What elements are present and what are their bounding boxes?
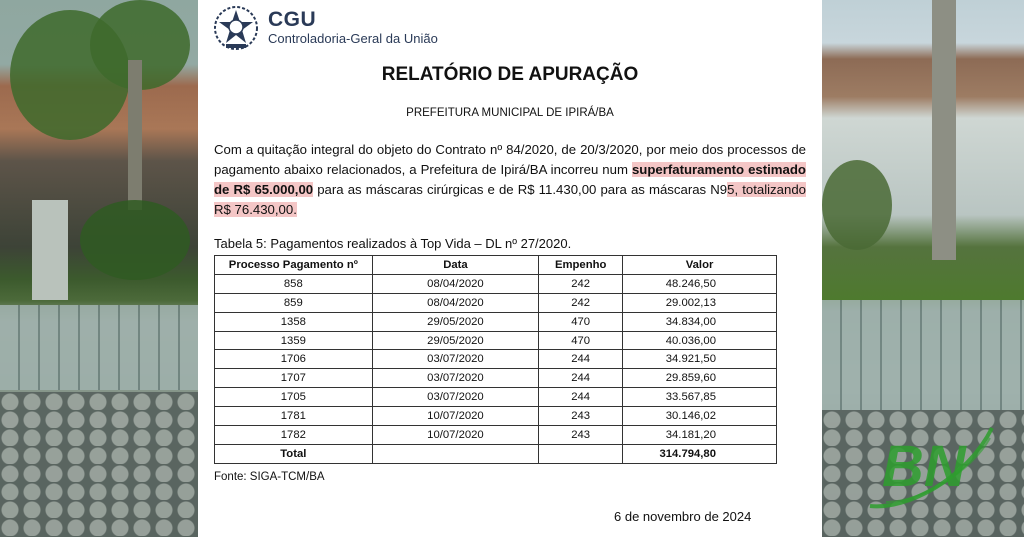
cell-commitment: 470 [539, 312, 623, 331]
cell-value: 48.246,50 [623, 274, 777, 293]
cell-process: 859 [215, 293, 373, 312]
table-row [215, 369, 777, 388]
table-caption: Tabela 5: Pagamentos realizados à Top Vida – DL nº 27/2020. [214, 236, 572, 251]
column-header: Processo Pagamento nº [215, 256, 373, 275]
cell-date: 03/07/2020 [372, 369, 539, 388]
cell-date: 03/07/2020 [372, 350, 539, 369]
cell-process: 1781 [215, 407, 373, 426]
column-header: Valor [623, 256, 777, 275]
report-subtitle: PREFEITURA MUNICIPAL DE IPIRÁ/BA [406, 107, 614, 119]
cell-commitment: 244 [539, 350, 623, 369]
cell-value: 29.859,60 [623, 369, 777, 388]
table-row [215, 293, 777, 312]
cell-process: 1782 [215, 426, 373, 445]
cell-process: 1705 [215, 388, 373, 407]
cell-commitment: 242 [539, 293, 623, 312]
total-empty-cell [372, 444, 539, 463]
cell-commitment: 470 [539, 331, 623, 350]
cell-date: 08/04/2020 [372, 274, 539, 293]
cell-process: 858 [215, 274, 373, 293]
cell-value: 33.567,85 [623, 388, 777, 407]
report-title: RELATÓRIO DE APURAÇÃO [381, 64, 639, 85]
cell-date: 10/07/2020 [372, 407, 539, 426]
cell-commitment: 244 [539, 388, 623, 407]
brand-name: CGU [268, 8, 317, 31]
background-photo-left [0, 0, 198, 537]
table-row [215, 350, 777, 369]
cell-process: 1358 [215, 312, 373, 331]
cell-value: 30.146,02 [623, 407, 777, 426]
cell-date: 10/07/2020 [372, 426, 539, 445]
paragraph-text-1: Com a quitação integral do objeto do Contrato nº 84/2020, de 20/3/2020, por meio dos processos de pagamento abaixo relacionados, a Prefeitura de Ipirá/BA incorreu num [214, 142, 806, 177]
cell-value: 29.002,13 [623, 293, 777, 312]
document-header [212, 4, 438, 52]
total-value: 314.794,80 [623, 444, 777, 463]
paragraph-highlight-total: 5, totalizando R$ 76.430,00. [214, 182, 806, 217]
cell-date: 29/05/2020 [372, 331, 539, 350]
bn-watermark-logo [866, 410, 996, 520]
bn-watermark-text: BN [882, 434, 966, 499]
cell-value: 40.036,00 [623, 331, 777, 350]
paragraph-text-2: para as máscaras cirúrgicas e de R$ 11.430,00 para as máscaras N9 [313, 182, 728, 197]
table-row [215, 331, 777, 350]
cell-value: 34.181,20 [623, 426, 777, 445]
cell-process: 1359 [215, 331, 373, 350]
column-header: Data [372, 256, 539, 275]
cell-date: 29/05/2020 [372, 312, 539, 331]
cell-commitment: 242 [539, 274, 623, 293]
cell-date: 08/04/2020 [372, 293, 539, 312]
table-header-row [215, 256, 777, 275]
document-sheet [198, 0, 822, 537]
brand-subtitle: Controladoria-Geral da União [268, 31, 438, 46]
column-header: Empenho [539, 256, 623, 275]
report-date: 6 de novembro de 2024 [614, 509, 752, 524]
table-source: Fonte: SIGA-TCM/BA [214, 471, 325, 483]
cell-date: 03/07/2020 [372, 388, 539, 407]
table-row [215, 312, 777, 331]
total-empty-cell [539, 444, 623, 463]
cell-value: 34.921,50 [623, 350, 777, 369]
table-row [215, 426, 777, 445]
table-row [215, 407, 777, 426]
paragraph-highlight-overpricing: superfaturamento estimado de R$ 65.000,00 [214, 162, 806, 197]
table-total-row [215, 444, 777, 463]
total-label: Total [215, 444, 373, 463]
brazil-coat-of-arms-icon [212, 4, 260, 52]
table-row [215, 388, 777, 407]
cell-commitment: 244 [539, 369, 623, 388]
cell-process: 1707 [215, 369, 373, 388]
cell-commitment: 243 [539, 407, 623, 426]
payments-table [214, 255, 777, 464]
cell-value: 34.834,00 [623, 312, 777, 331]
cell-commitment: 243 [539, 426, 623, 445]
report-paragraph [214, 140, 806, 220]
table-row [215, 274, 777, 293]
cell-process: 1706 [215, 350, 373, 369]
